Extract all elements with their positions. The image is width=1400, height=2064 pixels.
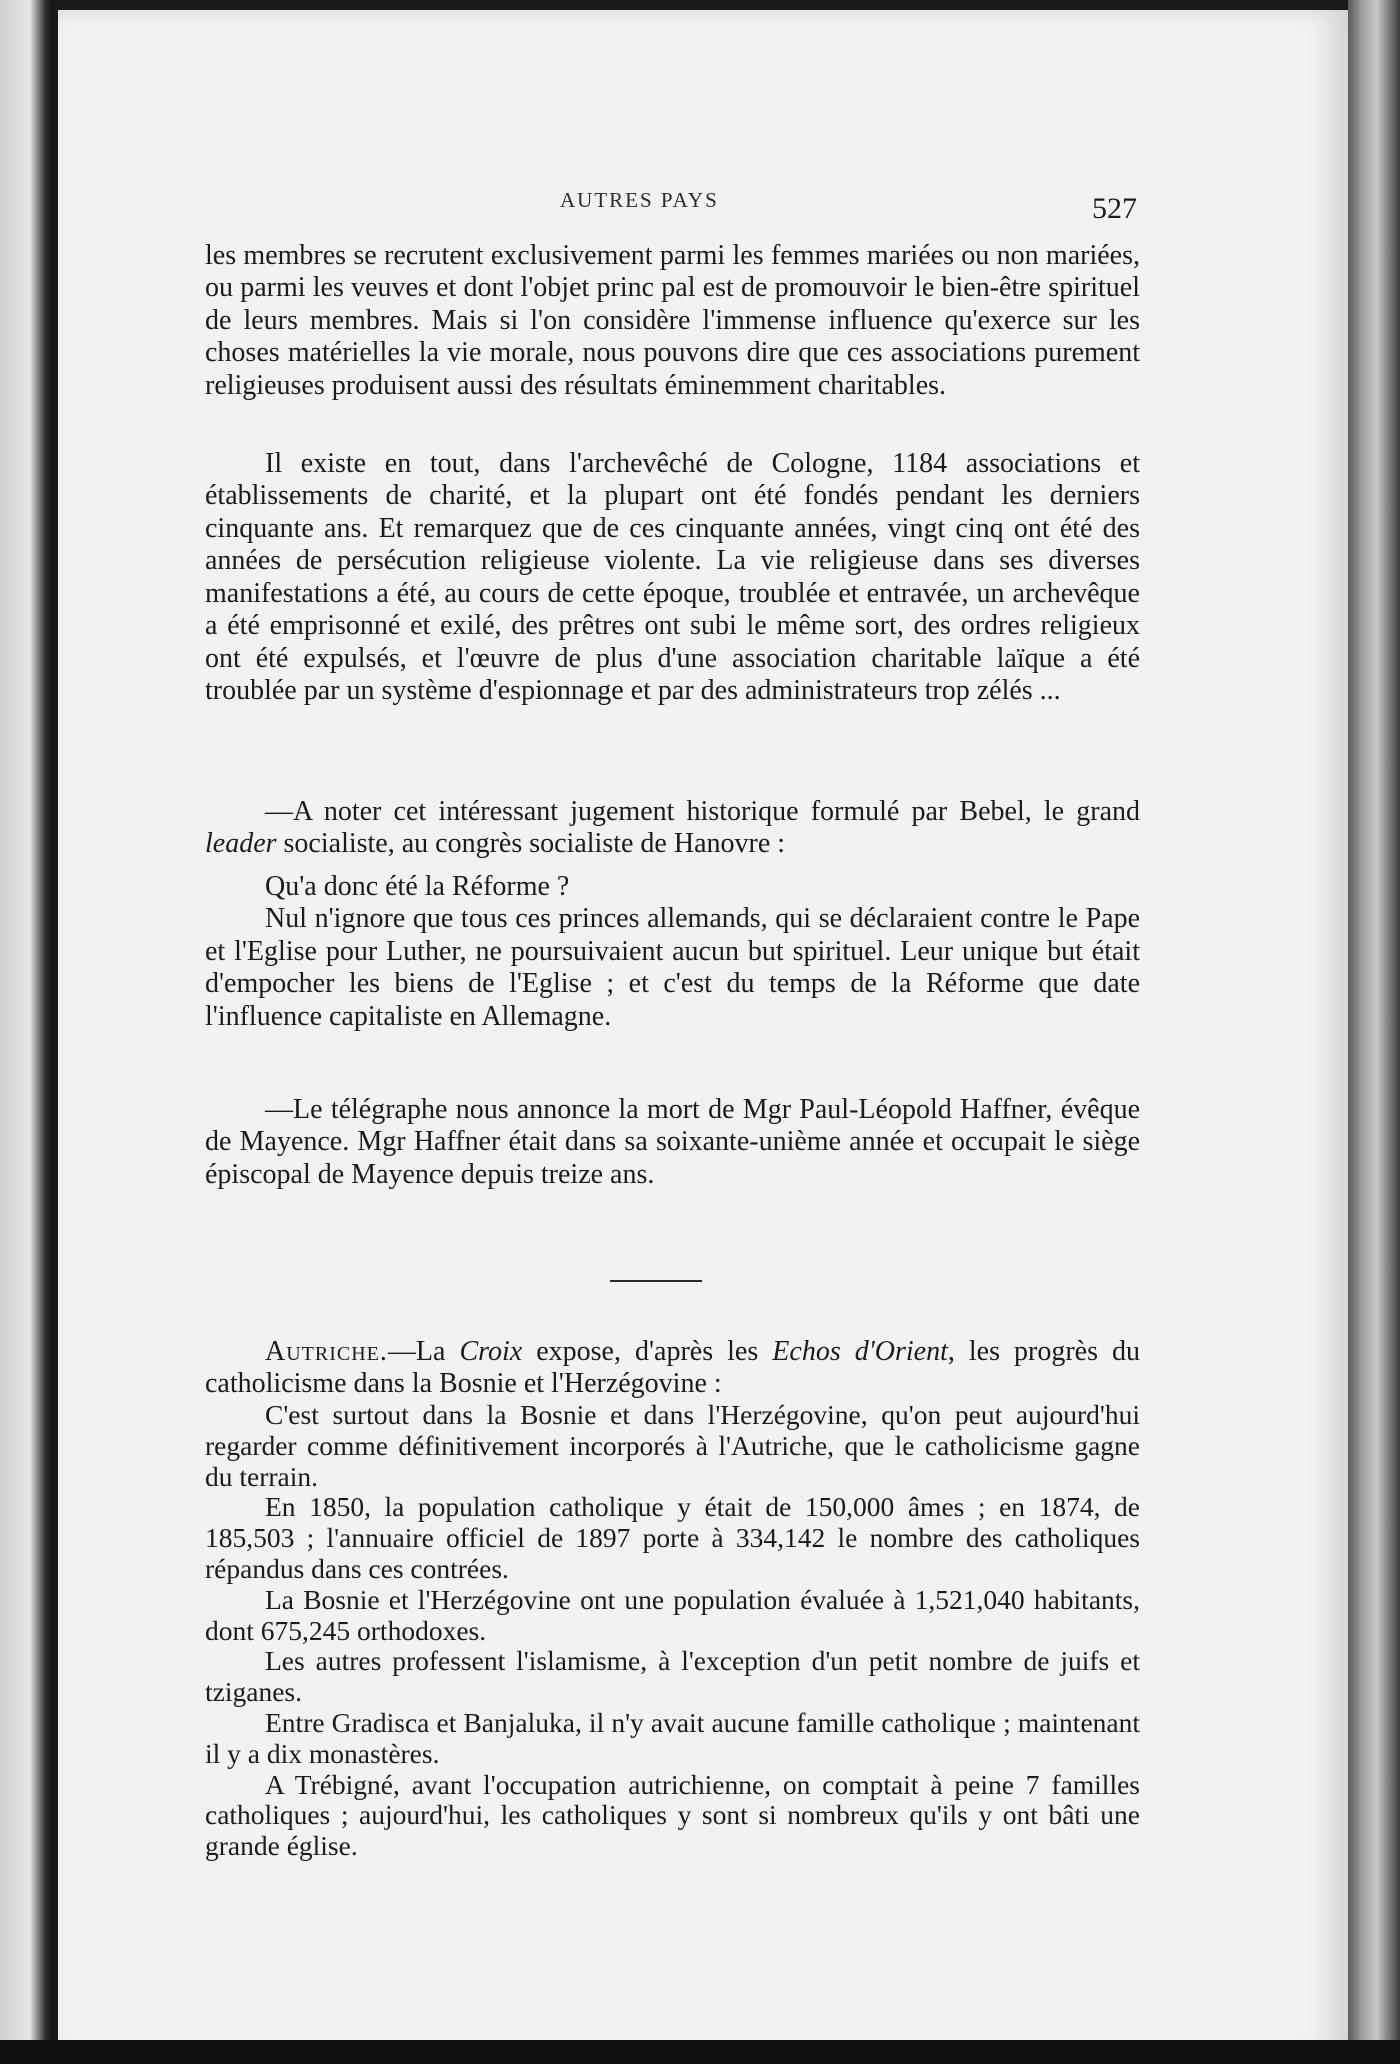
paragraph-text: Il existe en tout, dans l'archevêché de Cologne, 1184 associations et établissements de charité, et la plupart ont été fondés pendant les derniers cinquante ans. Et remarquez que de ces cinquante années, vingt cinq ont été des années de persécution religieuse violente. La vie religieuse dans ses diverses manifestations a été, au cours de cette époque, troublée et entravée, un archevêque a été emprisonné et exilé, des prêtres ont subi le même sort, des ordres religieux ont été expulsés, et l'œuvre de plus d'une association charitable laïque a été troublée par un système d'espionnage et par des administrateurs trop zélés ...	[205, 448, 1140, 707]
bebel-intro	[205, 796, 1140, 861]
austria-quote-line: A Trébigné, avant l'occupation autrichienne, on comptait à peine 7 familles catholiques ; aujourd'hui, les catholiques y sont si nombreux qu'ils y ont bâti une grande église.	[205, 1768, 1140, 1862]
bebel-leader-word: leader	[205, 828, 277, 860]
page-number: 527	[1092, 192, 1137, 225]
paragraph-1	[205, 240, 1140, 402]
scan-left-margin	[0, 0, 54, 2064]
bebel-quote: Nul n'ignore que tous ces princes allemands, qui se déclaraient contre le Pape et l'Eglise pour Luther, ne poursuivaient aucun but spirituel. Leur unique but était d'empocher les biens de l'Eglise ; et c'est du temps de la Réforme que date l'influence capitaliste en Allemagne.	[205, 903, 1140, 1032]
book-spine-edge	[1348, 0, 1400, 2064]
austria-quote-line: C'est surtout dans la Bosnie et dans l'Herzégovine, qu'on peut aujourd'hui regarder comme définitivement incorporés à l'Autriche, que le catholicisme gagne du terrain.	[205, 1399, 1140, 1492]
croix-title: Croix	[459, 1336, 523, 1367]
paragraph-2	[205, 448, 1140, 708]
austria-quote	[205, 1400, 1140, 1862]
paragraph-text: les membres se recrutent exclusivement parmi les femmes mariées ou non mariées, ou parmi les veuves et dont l'objet princ pal est de promouvoir le bien-être spirituel de leurs membres. Mais si l'on considère l'immense influence qu'exerce sur les choses matérielles la vie morale, nous pouvons dire que ces associations purement religieuses produisent aussi des résultats éminemment charitables.	[205, 240, 1140, 401]
bebel-intro-start: —A noter cet intéressant jugement historique formulé par Bebel, le grand	[265, 796, 1140, 827]
austria-heading: Autriche.	[265, 1336, 388, 1367]
paragraph-text: —Le télégraphe nous annonce la mort de Mgr Paul-Léopold Haffner, évêque de Mayence. Mgr Haffner était dans sa soixante-unième année et occupait le siège épiscopal de Mayence depuis treize ans.	[205, 1094, 1140, 1190]
haffner-paragraph	[205, 1094, 1140, 1191]
running-header: AUTRES PAYS	[560, 188, 719, 212]
austria-intro-c: , les progrès du catholicisme dans la Bosnie et l'Herzégovine :	[205, 1336, 1140, 1400]
bebel-intro-end: socialiste, au congrès socialiste de Hanovre :	[276, 828, 786, 860]
scan-bottom-edge	[0, 2040, 1400, 2064]
austria-intro-a: —La	[387, 1336, 460, 1367]
austria-quote-line: En 1850, la population catholique y était de 150,000 âmes ; en 1874, de 185,503 ; l'annuaire officiel de 1897 porte à 334,142 le nombre des catholiques répandus dans ces contrées.	[205, 1491, 1140, 1584]
austria-intro-b: expose, d'après les	[522, 1336, 773, 1367]
austria-quote-line: La Bosnie et l'Herzégovine ont une population évaluée à 1,521,040 habitants, dont 675,245 orthodoxes.	[205, 1583, 1140, 1646]
austria-intro-text	[205, 1336, 1140, 1401]
bebel-section	[205, 796, 1140, 1033]
austria-quote-line: Entre Gradisca et Banjaluka, il n'y avait aucune famille catholique ; maintenant il y a dix monastères.	[205, 1706, 1140, 1769]
echos-title: Echos d'Orient	[772, 1336, 948, 1367]
section-divider	[610, 1280, 702, 1282]
austria-quote-line: Les autres professent l'islamisme, à l'exception d'un petit nombre de juifs et tziganes.	[205, 1645, 1140, 1708]
bebel-question: Qu'a donc été la Réforme ?	[265, 870, 570, 902]
austria-intro	[205, 1336, 1140, 1401]
